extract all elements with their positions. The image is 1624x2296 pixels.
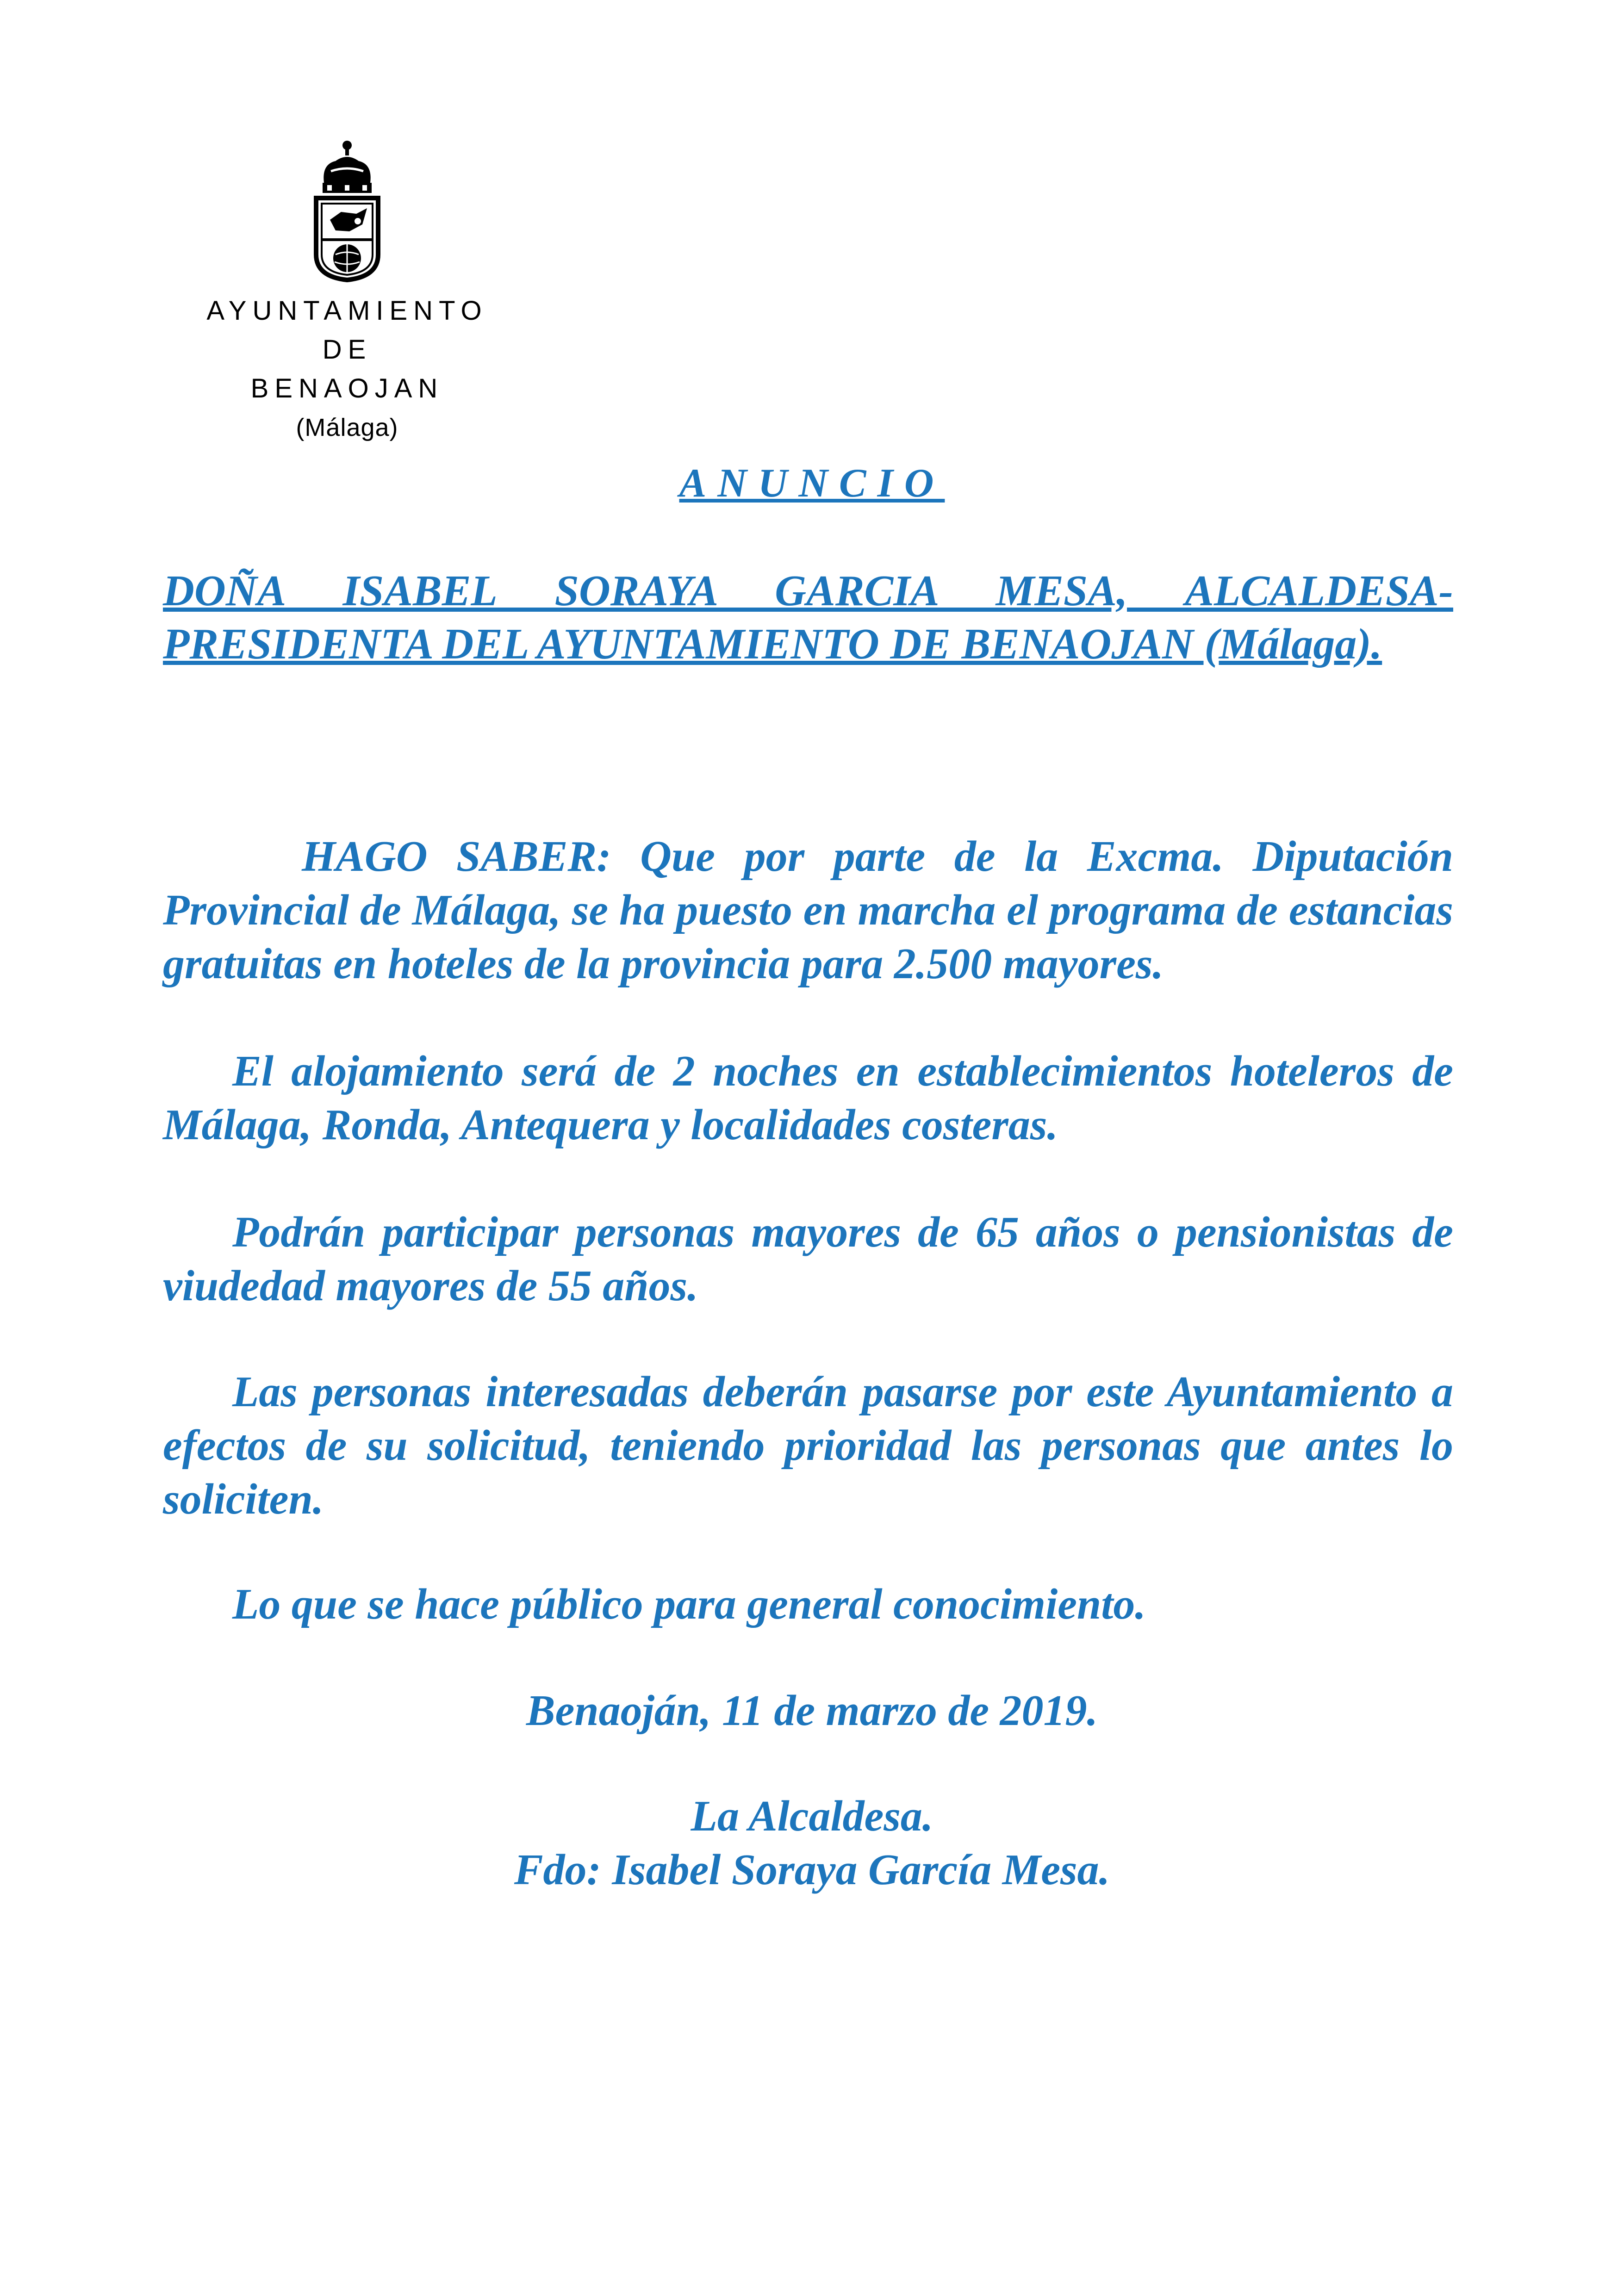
letterhead [171, 139, 523, 447]
place-and-date: Benaoján, 11 de marzo de 2019. [526, 1687, 1098, 1735]
paragraph-application: Las personas interesadas deberán pasarse por este Ayuntamiento a efectos de su solicitud, teniendo prioridad las personas que antes lo soliciten. [163, 1368, 1453, 1523]
paragraph-closing: Lo que se hace público para general conocimiento. [232, 1580, 1146, 1628]
letterhead-line-2: DE [322, 335, 372, 365]
paragraph-eligibility: Podrán participar personas mayores de 65 años o pensionistas de viudedad mayores de 55 años. [163, 1208, 1453, 1310]
paragraph-announcement: HAGO SABER: Que por parte de la Excma. Diputación Provincial de Málaga, se ha puesto en marcha el programa de estancias gratuitas en hoteles de la provincia para 2.500 mayores. [163, 832, 1453, 988]
signer-role: La Alcaldesa. [691, 1792, 933, 1840]
letterhead-line-1: AYUNTAMIENTO [206, 296, 488, 326]
municipal-coat-of-arms-icon [303, 139, 391, 282]
letterhead-province: (Málaga) [296, 414, 398, 441]
letterhead-line-3: BENAOJAN [250, 373, 444, 403]
document-title: ANUNCIO [679, 461, 945, 506]
paragraph-accommodation: El alojamiento será de 2 noches en establecimientos hoteleros de Málaga, Ronda, Antequera y localidades costeras. [163, 1047, 1453, 1149]
issuer-header: DOÑA ISABEL SORAYA GARCIA MESA, ALCALDESA-PRESIDENTA DEL AYUNTAMIENTO DE BENAOJAN (Málaga). [163, 567, 1453, 668]
signer-name: Fdo: Isabel Soraya García Mesa. [514, 1846, 1110, 1894]
